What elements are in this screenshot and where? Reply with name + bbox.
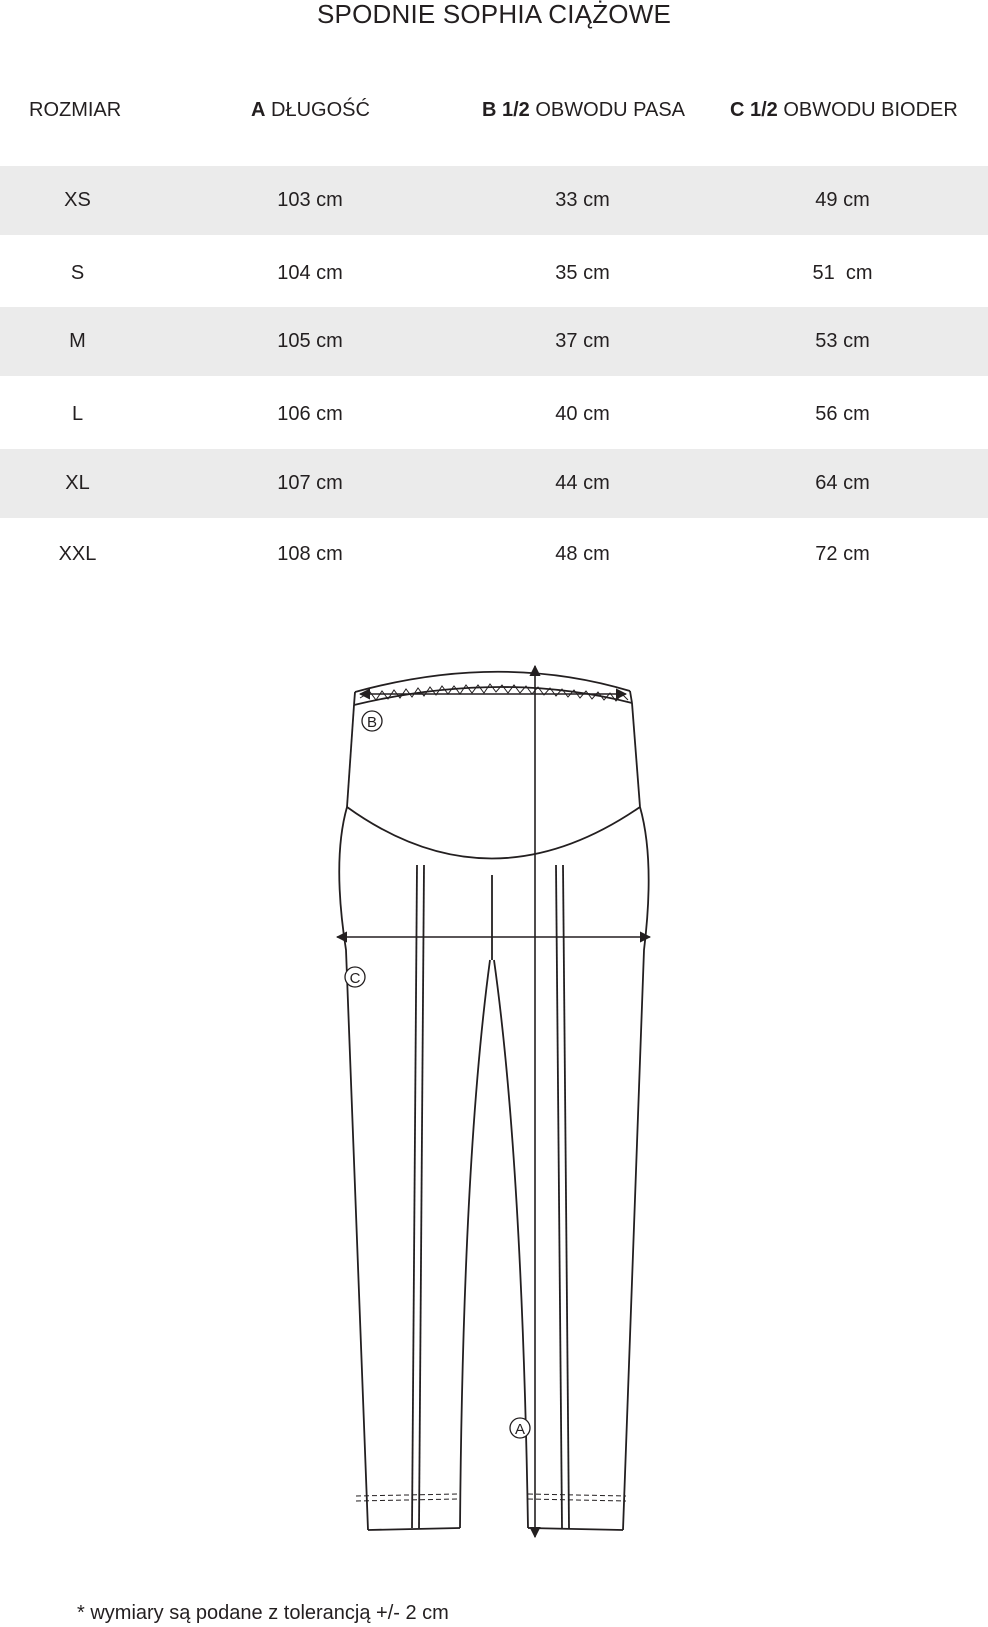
header-hips-letter: C 1/2 xyxy=(730,99,778,121)
page-title: SPODNIE SOPHIA CIĄŻOWE xyxy=(316,0,672,29)
header-waist xyxy=(482,98,685,122)
label-a: A xyxy=(514,1421,526,1438)
cell-waist: 33 cm xyxy=(555,189,610,211)
cell-length: 105 cm xyxy=(277,330,343,352)
cell-waist: 40 cm xyxy=(555,403,610,425)
header-hips xyxy=(730,98,958,122)
cell-size: S xyxy=(70,262,85,284)
cell-length: 106 cm xyxy=(277,403,343,425)
cell-hips: 72 cm xyxy=(815,543,870,565)
header-length-label: DŁUGOŚĆ xyxy=(265,99,370,121)
cell-length: 103 cm xyxy=(277,189,343,211)
tolerance-note: * wymiary są podane z tolerancją +/- 2 cm xyxy=(77,1602,449,1624)
cell-size: M xyxy=(69,330,86,352)
header-length-letter: A xyxy=(251,99,266,121)
cell-hips: 49 cm xyxy=(815,189,870,211)
label-c: C xyxy=(349,970,361,987)
hem-stitch-left xyxy=(356,1499,458,1501)
pants-diagram xyxy=(330,660,660,1550)
hem-stitch-right xyxy=(528,1494,626,1496)
pants-outline xyxy=(339,672,648,1530)
header-size xyxy=(29,98,121,122)
cell-size: L xyxy=(71,403,84,425)
label-b-badge xyxy=(362,711,382,731)
label-a-badge xyxy=(510,1418,530,1438)
hem-stitch-right-2 xyxy=(528,1499,626,1501)
cell-length: 107 cm xyxy=(277,472,343,494)
cell-waist: 44 cm xyxy=(555,472,610,494)
label-c-badge xyxy=(345,967,365,987)
cell-length: 104 cm xyxy=(277,262,343,284)
cell-hips: 53 cm xyxy=(815,330,870,352)
table-row xyxy=(0,307,988,376)
hem-stitch-left-2 xyxy=(356,1494,458,1496)
cell-waist: 35 cm xyxy=(555,262,610,284)
cell-hips: 51 cm xyxy=(812,262,873,284)
cell-size: XL xyxy=(65,472,90,494)
table-row xyxy=(0,520,988,589)
cell-waist: 37 cm xyxy=(555,330,610,352)
header-waist-label: OBWODU PASA xyxy=(529,99,686,121)
cell-size: XS xyxy=(64,189,91,211)
cell-waist: 48 cm xyxy=(555,543,610,565)
header-length xyxy=(251,98,370,122)
cell-hips: 56 cm xyxy=(815,403,870,425)
header-size-label: ROZMIAR xyxy=(29,99,122,121)
header-hips-label: OBWODU BIODER xyxy=(777,99,958,121)
table-row xyxy=(0,239,988,308)
header-waist-letter: B 1/2 xyxy=(482,99,530,121)
cell-size: XXL xyxy=(58,543,97,565)
cell-hips: 64 cm xyxy=(815,472,870,494)
table-row xyxy=(0,449,988,518)
table-row xyxy=(0,166,988,235)
table-row xyxy=(0,380,988,449)
label-b: B xyxy=(366,714,378,731)
cell-length: 108 cm xyxy=(277,543,343,565)
